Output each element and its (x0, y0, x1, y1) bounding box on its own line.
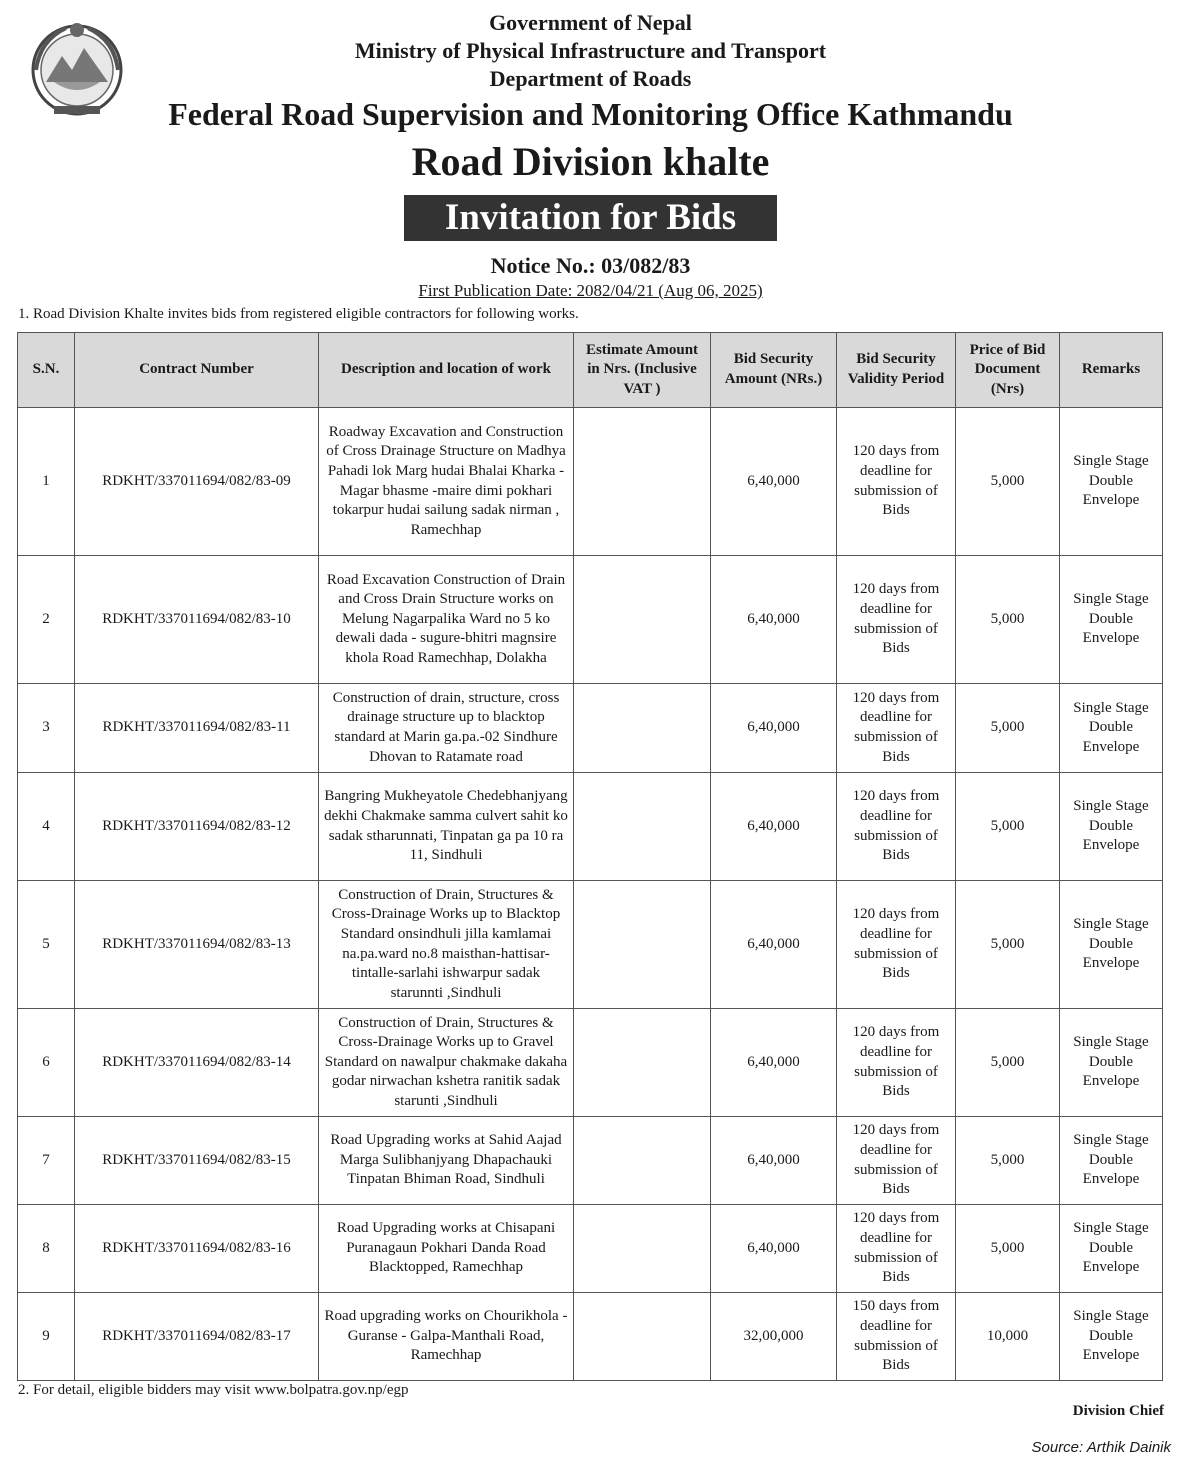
cell-price: 5,000 (956, 684, 1060, 773)
footnote-link-text: 2. For detail, eligible bidders may visit www.bolpatra.gov.np/egp (18, 1382, 409, 1398)
table-header-row (18, 333, 1163, 408)
cell-sn: 8 (18, 1205, 75, 1293)
cell-estimate (574, 1293, 711, 1381)
table-row (18, 1009, 1163, 1117)
cell-validity: 120 days from deadline for submission of Bids (837, 556, 956, 684)
cell-estimate (574, 773, 711, 881)
cell-description: Road Upgrading works at Chisapani Puranagaun Pokhari Danda Road Blacktopped, Ramechhap (319, 1205, 574, 1293)
cell-estimate (574, 1205, 711, 1293)
cell-sn: 1 (18, 408, 75, 556)
department-title: Department of Roads (489, 66, 692, 91)
cell-description: Construction of Drain, Structures & Cross-Drainage Works up to Gravel Standard on nawalpur chakmake dakaha godar nirwachan kshetra ranitik sadak starunti ,Sindhuli (319, 1009, 574, 1117)
cell-security: 6,40,000 (711, 684, 837, 773)
cell-validity: 150 days from deadline for submission of Bids (837, 1293, 956, 1381)
header-estimate: Estimate Amount in Nrs. (Inclusive VAT ) (574, 333, 711, 408)
cell-validity: 120 days from deadline for submission of Bids (837, 684, 956, 773)
cell-estimate (574, 1117, 711, 1205)
cell-contract: RDKHT/337011694/082/83-15 (75, 1117, 319, 1205)
division-title: Road Division khalte (411, 139, 770, 184)
cell-contract: RDKHT/337011694/082/83-16 (75, 1205, 319, 1293)
ministry-title: Ministry of Physical Infrastructure and Transport (354, 38, 827, 63)
cell-validity: 120 days from deadline for submission of Bids (837, 1205, 956, 1293)
header-description: Description and location of work (319, 333, 574, 408)
cell-description: Road upgrading works on Chourikhola - Guranse - Galpa-Manthali Road, Ramechhap (319, 1293, 574, 1381)
cell-remarks: Single Stage Double Envelope (1060, 1009, 1163, 1117)
table-row (18, 881, 1163, 1009)
notice-number: Notice No.: 03/082/83 (490, 253, 691, 278)
cell-description: Construction of Drain, Structures & Cross-Drainage Works up to Blacktop Standard onsindhuli jilla kamlamai na.pa.ward no.8 maisthan-hattisar-tintalle-sarlahi ishwarpur sadak starunnti ,Sindhuli (319, 881, 574, 1009)
cell-contract: RDKHT/337011694/082/83-11 (75, 684, 319, 773)
cell-price: 5,000 (956, 1009, 1060, 1117)
table-row (18, 773, 1163, 881)
cell-sn: 2 (18, 556, 75, 684)
cell-remarks: Single Stage Double Envelope (1060, 408, 1163, 556)
cell-validity: 120 days from deadline for submission of Bids (837, 773, 956, 881)
signature-division-chief: Division Chief (1072, 1403, 1164, 1419)
cell-price: 5,000 (956, 881, 1060, 1009)
cell-remarks: Single Stage Double Envelope (1060, 684, 1163, 773)
cell-validity: 120 days from deadline for submission of Bids (837, 408, 956, 556)
header-validity: Bid Security Validity Period (837, 333, 956, 408)
table-row (18, 1205, 1163, 1293)
cell-security: 6,40,000 (711, 1009, 837, 1117)
table-row (18, 684, 1163, 773)
cell-description: Roadway Excavation and Construction of Cross Drainage Structure on Madhya Pahadi lok Marg hudai Bhalai Kharka - Magar bhasme -maire dimi pokhari tokarpur hudai sailung sadak nirman , Ramechhap (319, 408, 574, 556)
cell-contract: RDKHT/337011694/082/83-09 (75, 408, 319, 556)
cell-remarks: Single Stage Double Envelope (1060, 773, 1163, 881)
cell-description: Construction of drain, structure, cross drainage structure up to blacktop standard at Marin ga.pa.-02 Sindhure Dhovan to Ratamate road (319, 684, 574, 773)
cell-sn: 7 (18, 1117, 75, 1205)
cell-description: Road Excavation Construction of Drain and Cross Drain Structure works on Melung Nagarpalika Ward no 5 ko dewali dada - sugure-bhitri magnsire khola Road Ramechhap, Dolakha (319, 556, 574, 684)
cell-contract: RDKHT/337011694/082/83-12 (75, 773, 319, 881)
cell-validity: 120 days from deadline for submission of Bids (837, 1009, 956, 1117)
cell-contract: RDKHT/337011694/082/83-14 (75, 1009, 319, 1117)
table-row (18, 1293, 1163, 1381)
header-sn: S.N. (18, 333, 75, 408)
cell-remarks: Single Stage Double Envelope (1060, 1293, 1163, 1381)
cell-sn: 9 (18, 1293, 75, 1381)
cell-security: 6,40,000 (711, 1117, 837, 1205)
cell-description: Bangring Mukheyatole Chedebhanjyang dekhi Chakmake samma culvert sahit ko sadak stharunnati, Tinpatan ga pa 10 ra 11, Sindhuli (319, 773, 574, 881)
publication-date (0, 281, 1181, 301)
cell-price: 10,000 (956, 1293, 1060, 1381)
cell-sn: 3 (18, 684, 75, 773)
table-row (18, 1117, 1163, 1205)
cell-remarks: Single Stage Double Envelope (1060, 1117, 1163, 1205)
cell-validity: 120 days from deadline for submission of Bids (837, 881, 956, 1009)
cell-estimate (574, 556, 711, 684)
source-credit: Source: Arthik Dainik (1031, 1439, 1171, 1456)
cell-sn: 6 (18, 1009, 75, 1117)
cell-remarks: Single Stage Double Envelope (1060, 556, 1163, 684)
header-remarks: Remarks (1060, 333, 1163, 408)
government-title: Government of Nepal (489, 10, 692, 35)
header-bid-security: Bid Security Amount (NRs.) (711, 333, 837, 408)
publication-date-text: First Publication Date: 2082/04/21 (Aug 06, 2025) (418, 281, 763, 300)
cell-validity: 120 days from deadline for submission of Bids (837, 1117, 956, 1205)
cell-security: 6,40,000 (711, 1205, 837, 1293)
cell-price: 5,000 (956, 773, 1060, 881)
cell-contract: RDKHT/337011694/082/83-13 (75, 881, 319, 1009)
intro-text: 1. Road Division Khalte invites bids from registered eligible contractors for following works. (18, 306, 579, 322)
cell-contract: RDKHT/337011694/082/83-17 (75, 1293, 319, 1381)
cell-estimate (574, 881, 711, 1009)
table-row (18, 556, 1163, 684)
cell-remarks: Single Stage Double Envelope (1060, 881, 1163, 1009)
cell-security: 6,40,000 (711, 556, 837, 684)
bids-table (17, 332, 1163, 1381)
cell-price: 5,000 (956, 408, 1060, 556)
header-contract-number: Contract Number (75, 333, 319, 408)
cell-estimate (574, 1009, 711, 1117)
cell-description: Road Upgrading works at Sahid Aajad Marga Sulibhanjyang Dhapachauki Tinpatan Bhiman Road, Sindhuli (319, 1117, 574, 1205)
cell-security: 32,00,000 (711, 1293, 837, 1381)
cell-remarks: Single Stage Double Envelope (1060, 1205, 1163, 1293)
cell-price: 5,000 (956, 1205, 1060, 1293)
office-title: Federal Road Supervision and Monitoring Office Kathmandu (168, 96, 1013, 132)
cell-sn: 5 (18, 881, 75, 1009)
cell-security: 6,40,000 (711, 881, 837, 1009)
cell-price: 5,000 (956, 556, 1060, 684)
cell-estimate (574, 408, 711, 556)
cell-sn: 4 (18, 773, 75, 881)
cell-security: 6,40,000 (711, 408, 837, 556)
header-price: Price of Bid Document (Nrs) (956, 333, 1060, 408)
table-row (18, 408, 1163, 556)
cell-contract: RDKHT/337011694/082/83-10 (75, 556, 319, 684)
cell-security: 6,40,000 (711, 773, 837, 881)
invitation-for-bids-banner: Invitation for Bids (404, 195, 777, 241)
cell-price: 5,000 (956, 1117, 1060, 1205)
cell-estimate (574, 684, 711, 773)
